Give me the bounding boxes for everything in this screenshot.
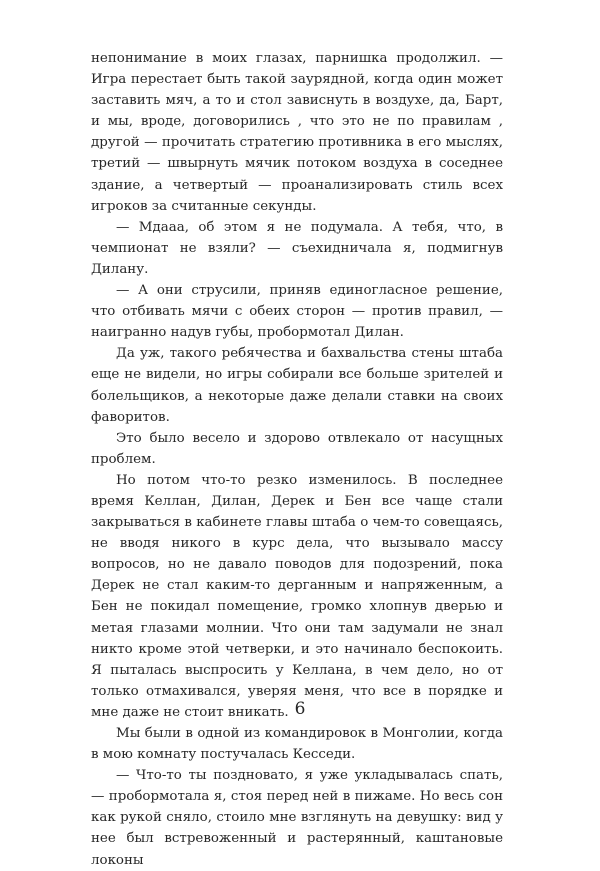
page-number: 6 [294, 699, 306, 719]
paragraph: Да уж, такого ребячества и бахвальства стены штаба еще не видели, но игры собирали все больше зрителей и болельщиков, а некоторые даже делали ставки на своих фаворитов. [91, 346, 503, 425]
paragraph: — Что-то ты поздновато, я уже укладывалась спать, — пробормотала я, стоя перед ней в пижаме. Но весь сон как рукой сняло, стоило мне взглянуть на девушку: вид у нее был встревоженный и растерянный, каштановые локоны [91, 768, 503, 868]
body-text [91, 48, 503, 871]
paragraph: Мы были в одной из командировок в Монголии, когда в мою комнату постучалась Кесседи. [91, 726, 503, 763]
paragraph: Но потом что-то резко изменилось. В последнее время Келлан, Дилан, Дерек и Бен все чаще стали закрываться в кабинете главы штаба о чем-то совещаясь, не вводя никого в курс дела, что вызывало массу вопросов, но не давало поводов для подозрений, пока Дерек не стал каким-то дерганным и напряженным, а Бен не покидал помещение, громко хлопнув дверью и метая глазами молнии. Что они там задумали не знал никто кроме этой четверки, и это начинало беспокоить. Я пыталась выспросить у Келлана, в чем дело, но от только отмахивался, уверяя меня, что все в порядке и мне даже не стоит вникать. [91, 472, 503, 720]
paragraph: Это было весело и здорово отвлекало от насущных проблем. [91, 430, 503, 467]
paragraph: — Мдааа, об этом я не подумала. А тебя, что, в чемпионат не взяли? — съехидничала я, подмигнув Дилану. [91, 219, 503, 277]
paragraph: непонимание в моих глазах, парнишка продолжил. — Игра перестает быть такой заурядной, когда один может заставить мяч, а то и стол зависнуть в воздухе, да, Барт, и мы, вроде, договорились , что это не по правилам , другой — прочитать стратегию противника в его мыслях, третий — швырнуть мячик потоком воздуха в соседнее здание, а четвертый — проанализировать стиль всех игроков за считанные секунды. [91, 51, 503, 214]
paragraph: — А они струсили, приняв единогласное решение, что отбивать мячи с обеих сторон — против правил, — наигранно надув губы, пробормотал Дилан. [91, 283, 503, 341]
